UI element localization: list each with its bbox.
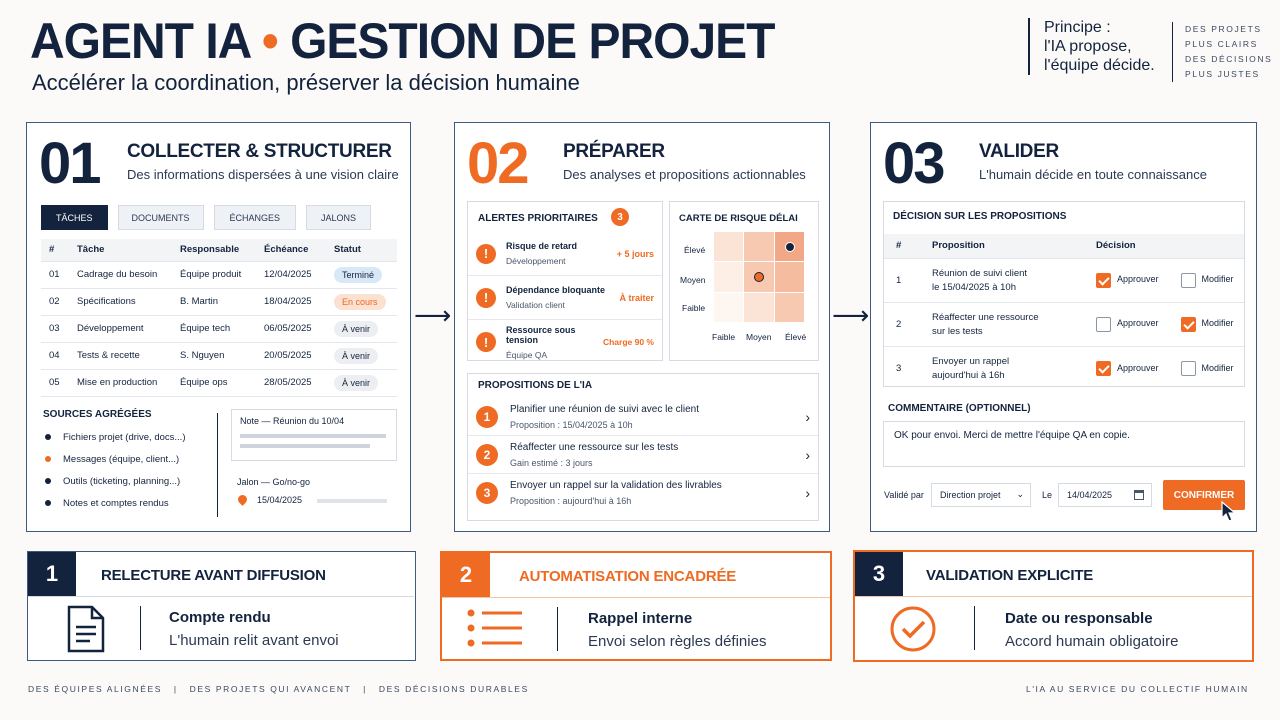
- risk-y-label: Faible: [682, 303, 706, 313]
- proposal-line: Réaffecter une ressource: [932, 311, 1039, 323]
- panel-subtitle: Des analyses et propositions actionnables: [563, 167, 806, 182]
- card-description: Accord humain obligatoire: [1005, 633, 1179, 650]
- proposal-number: 3: [476, 482, 498, 504]
- checkbox-approve[interactable]: [1096, 317, 1111, 332]
- principle-line: l'IA propose,: [1044, 38, 1132, 55]
- list-item: [45, 448, 225, 470]
- cell-id: 1: [884, 258, 920, 302]
- panel-collect: [26, 122, 411, 532]
- date-field[interactable]: [1058, 483, 1152, 507]
- table-row[interactable]: [41, 261, 397, 288]
- proposals-title: PROPOSITIONS DE L'IA: [478, 380, 593, 391]
- heat-cell: [744, 262, 773, 291]
- proposal-line: aujourd'hui à 16h: [932, 369, 1005, 381]
- table-row: [884, 346, 1244, 390]
- alert-value: + 5 jours: [616, 248, 654, 259]
- modify-option[interactable]: [1181, 274, 1234, 284]
- approve-label: Approuver: [1117, 318, 1159, 329]
- tagline-line: DES PROJETS: [1185, 24, 1262, 34]
- cell-id: 2: [884, 302, 920, 346]
- source-label: Outils (ticketing, planning...): [63, 475, 181, 487]
- tagline-line: PLUS CLAIRS: [1185, 39, 1258, 49]
- card-heading: RELECTURE AVANT DIFFUSION: [101, 567, 326, 584]
- cell-owner: S. Nguyen: [172, 342, 256, 369]
- status-badge: En cours: [334, 294, 386, 310]
- heat-cell: [714, 232, 743, 261]
- bullet-dot: [45, 434, 51, 440]
- heat-cell: [744, 232, 773, 261]
- status-badge: À venir: [334, 348, 378, 364]
- alert-value: Charge 90 %: [602, 337, 654, 347]
- cell-task: Cadrage du besoin: [69, 261, 172, 288]
- cell-date: 28/05/2025: [256, 369, 326, 396]
- alert-title: Risque de retard: [506, 241, 578, 251]
- proposal-line: le 15/04/2025 à 10h: [932, 281, 1016, 293]
- alert-sub: Équipe QA: [506, 349, 548, 360]
- checkbox-approve[interactable]: [1096, 273, 1111, 288]
- alerts-card: [467, 201, 663, 361]
- approve-label: Approuver: [1117, 274, 1159, 285]
- cell-task: Mise en production: [69, 369, 172, 396]
- proposal-sub: Gain estimé : 3 jours: [510, 457, 593, 468]
- milestone-bar: [317, 499, 387, 503]
- cell-id: 01: [41, 261, 69, 288]
- column-header: Décision: [1084, 234, 1244, 258]
- modify-option[interactable]: [1181, 363, 1234, 373]
- cursor-icon: [1221, 501, 1237, 523]
- tasks-table: [41, 239, 397, 397]
- proposal-number: 1: [476, 406, 498, 428]
- column-header: Échéance: [256, 239, 326, 261]
- cell-date: 20/05/2025: [256, 342, 326, 369]
- tab-taches[interactable]: TÂCHES: [41, 205, 108, 230]
- tab-bar: [41, 205, 371, 230]
- checkbox-approve[interactable]: [1096, 361, 1111, 376]
- alerts-count-badge: 3: [611, 208, 629, 226]
- column-header: Tâche: [69, 239, 172, 261]
- page-subtitle: Accélérer la coordination, préserver la décision humaine: [32, 70, 580, 95]
- cell-owner: Équipe tech: [172, 315, 256, 342]
- milestone-title: Jalon — Go/no-go: [237, 477, 311, 487]
- card-number: 1: [28, 552, 76, 596]
- heat-cell: [775, 232, 804, 261]
- proposal-item[interactable]: [468, 398, 818, 436]
- proposals-list: [468, 398, 818, 512]
- proposal-item[interactable]: [468, 436, 818, 474]
- source-label: Messages (équipe, client...): [63, 453, 180, 465]
- footer-motto: L'IA AU SERVICE DU COLLECTIF HUMAIN: [1026, 684, 1249, 694]
- check-circle-icon: [889, 605, 937, 653]
- principle-line: l'équipe décide.: [1044, 57, 1155, 74]
- alerts-title: ALERTES PRIORITAIRES: [478, 213, 598, 224]
- step-number: 03: [883, 131, 944, 196]
- panel-title: COLLECTER & STRUCTURER: [127, 141, 392, 162]
- tab-jalons[interactable]: JALONS: [306, 205, 371, 230]
- panel-prepare: [454, 122, 830, 532]
- proposal-line: sur les tests: [932, 325, 983, 337]
- panel-title: PRÉPARER: [563, 141, 665, 162]
- risk-point[interactable]: [754, 272, 764, 282]
- cell-id: 3: [896, 362, 902, 374]
- proposal-line: Envoyer un rappel: [932, 355, 1010, 367]
- column-header: Proposition: [920, 234, 1084, 258]
- bullet-dot: [45, 456, 51, 462]
- heat-cell: [744, 293, 773, 322]
- list-item: [45, 426, 225, 448]
- proposal-sub: Proposition : 15/04/2025 à 10h: [510, 419, 633, 430]
- title-separator: •: [261, 13, 278, 70]
- chevron-right-icon[interactable]: ›: [805, 408, 810, 425]
- cell-date: 06/05/2025: [256, 315, 326, 342]
- divider: [217, 413, 218, 517]
- proposal-title: Planifier une réunion de suivi avec le client: [510, 403, 699, 415]
- card-title: Rappel interne: [588, 610, 693, 627]
- modify-label: Modifier: [1201, 362, 1234, 373]
- heat-cell: [714, 262, 743, 291]
- alert-title: Dépendance bloquante: [506, 285, 606, 295]
- source-label: Notes et comptes rendus: [63, 497, 169, 509]
- heat-cell: [775, 262, 804, 291]
- risk-map-title: CARTE DE RISQUE DÉLAI: [679, 213, 798, 224]
- card-title: Date ou responsable: [1005, 610, 1153, 627]
- risk-y-label: Moyen: [680, 275, 706, 285]
- panel-subtitle: L'humain décide en toute connaissance: [979, 167, 1207, 182]
- cell-date: 18/04/2025: [256, 288, 326, 315]
- sources-list: [45, 426, 225, 514]
- proposals-card: [467, 373, 819, 521]
- card-description: L'humain relit avant envoi: [169, 632, 339, 649]
- proposal-item[interactable]: [468, 474, 818, 512]
- column-header: Statut: [326, 239, 397, 261]
- cell-task: Développement: [69, 315, 172, 342]
- card-heading: AUTOMATISATION ENCADRÉE: [519, 568, 737, 585]
- date-value: 14/04/2025: [1067, 490, 1113, 500]
- risk-point[interactable]: [785, 242, 795, 252]
- modify-label: Modifier: [1201, 274, 1234, 285]
- table-row[interactable]: [41, 369, 397, 396]
- proposal-sub: Proposition : aujourd'hui à 16h: [510, 496, 632, 506]
- risk-x-label: Faible: [712, 332, 736, 342]
- proposal-line: Réunion de suivi client: [932, 267, 1028, 279]
- arrow-right-icon: ⟶: [832, 300, 870, 330]
- arrow-right-icon: ⟶: [414, 300, 452, 330]
- heat-cell: [714, 293, 743, 322]
- alert-sub: Développement: [506, 256, 566, 266]
- divider: [442, 597, 830, 598]
- alert-item[interactable]: [468, 276, 662, 320]
- risk-x-label: Moyen: [746, 332, 772, 342]
- document-icon: [66, 605, 106, 653]
- calendar-icon: [1134, 490, 1144, 500]
- card-number: 3: [855, 552, 903, 596]
- list-item: [45, 470, 225, 492]
- tagline-line: DES DÉCISIONS: [1185, 54, 1273, 64]
- table-row[interactable]: [41, 315, 397, 342]
- decision-title: DÉCISION SUR LES PROPOSITIONS: [893, 211, 1067, 222]
- alert-item[interactable]: [468, 232, 662, 276]
- proposal-title: Envoyer un rappel sur la validation des livrables: [510, 480, 722, 491]
- chevron-right-icon[interactable]: ›: [805, 485, 810, 501]
- cell-owner: Équipe produit: [172, 261, 256, 288]
- modify-label: Modifier: [1201, 318, 1234, 329]
- cell-id: 05: [41, 369, 69, 396]
- card-validation: [853, 550, 1254, 662]
- chevron-down-icon: ⌄: [1016, 489, 1024, 499]
- panel-subtitle: Des informations dispersées à une vision claire: [127, 167, 399, 182]
- pin-icon: [236, 493, 249, 506]
- tagline-line: PLUS JUSTES: [1185, 69, 1260, 79]
- warning-icon: !: [476, 332, 496, 352]
- decision-table: [884, 234, 1244, 390]
- alert-sub: Validation client: [506, 300, 565, 310]
- cell-task: Spécifications: [69, 288, 172, 315]
- approve-label: Approuver: [1117, 362, 1159, 373]
- source-label: Fichiers projet (drive, docs...): [63, 431, 186, 443]
- step-number: 01: [39, 131, 100, 196]
- proposal-number: 2: [476, 444, 498, 466]
- risk-y-label: Élevé: [684, 245, 706, 255]
- card-automation: [440, 551, 832, 661]
- alerts-list: [468, 232, 662, 364]
- validated-by-label: Validé par: [884, 490, 924, 500]
- note-card[interactable]: [231, 409, 397, 461]
- note-line: [240, 434, 386, 438]
- decision-card: [883, 201, 1245, 387]
- validated-by-select[interactable]: [931, 483, 1031, 507]
- risk-heatmap: [714, 232, 804, 322]
- list-item: [45, 492, 225, 514]
- divider: [28, 596, 414, 597]
- comment-field[interactable]: OK pour envoi. Merci de mettre l'équipe QA en copie.: [883, 421, 1245, 467]
- cell-owner: B. Martin: [172, 288, 256, 315]
- tab-echanges[interactable]: ÉCHANGES: [214, 205, 297, 230]
- risk-map-card: [669, 201, 819, 361]
- divider: [140, 606, 141, 650]
- divider: [557, 607, 558, 651]
- step-number: 02: [467, 131, 528, 196]
- tagline-block: [1172, 22, 1272, 82]
- risk-x-label: Élevé: [785, 332, 807, 342]
- table-row: [884, 258, 1244, 302]
- divider: [855, 596, 1252, 597]
- alert-title: Ressource sous tension: [506, 324, 576, 345]
- warning-icon: !: [476, 288, 496, 308]
- bullet-dot: [45, 500, 51, 506]
- cell-task: Tests & recette: [69, 342, 172, 369]
- divider: [974, 606, 975, 650]
- validated-by-value: Direction projet: [940, 490, 1001, 500]
- cell-owner: Équipe ops: [172, 369, 256, 396]
- milestone-date: 15/04/2025: [257, 495, 303, 505]
- card-description: Envoi selon règles définies: [588, 633, 767, 650]
- modify-option[interactable]: [1181, 318, 1234, 328]
- alert-item[interactable]: [468, 320, 662, 364]
- table-row[interactable]: [41, 288, 397, 315]
- list-icon: [466, 608, 524, 648]
- card-heading: VALIDATION EXPLICITE: [926, 567, 1094, 584]
- status-badge: À venir: [334, 375, 378, 391]
- card-title: Compte rendu: [169, 609, 271, 626]
- comment-title: COMMENTAIRE (OPTIONNEL): [888, 403, 1031, 414]
- approve-option[interactable]: [1096, 318, 1159, 328]
- panel-validate: [870, 122, 1257, 532]
- card-number: 2: [442, 553, 490, 597]
- cell-id: 03: [41, 315, 69, 342]
- footer-tagline: DES ÉQUIPES ALIGNÉES | DES PROJETS QUI AVANCENT | DES DÉCISIONS DURABLES: [28, 684, 529, 694]
- panel-title: VALIDER: [979, 141, 1059, 162]
- cell-date: 12/04/2025: [256, 261, 326, 288]
- title-part-a: AGENT IA: [30, 13, 250, 70]
- tab-documents[interactable]: DOCUMENTS: [118, 205, 204, 230]
- principle-line: Principe :: [1044, 19, 1111, 36]
- card-review: [27, 551, 416, 661]
- bullet-dot: [45, 478, 51, 484]
- checkbox-modify[interactable]: [1181, 273, 1196, 288]
- heat-cell: [775, 293, 804, 322]
- cell-id: 02: [41, 288, 69, 315]
- column-header: Responsable: [172, 239, 256, 261]
- note-line: [240, 444, 370, 448]
- note-title: Note — Réunion du 10/04: [240, 416, 345, 426]
- column-header: #: [41, 239, 69, 261]
- date-label: Le: [1042, 490, 1053, 500]
- approve-option[interactable]: [1096, 274, 1159, 284]
- approve-option[interactable]: [1096, 363, 1159, 373]
- chevron-right-icon[interactable]: ›: [805, 446, 810, 463]
- warning-icon: !: [476, 244, 496, 264]
- status-badge: À venir: [334, 321, 378, 337]
- status-badge: Terminé: [334, 267, 382, 283]
- confirm-button[interactable]: CONFIRMER: [1163, 480, 1245, 510]
- table-row[interactable]: [41, 342, 397, 369]
- column-header: #: [884, 234, 920, 258]
- title-part-b: GESTION DE PROJET: [290, 13, 775, 70]
- checkbox-modify[interactable]: [1181, 317, 1196, 332]
- page-title: [30, 13, 774, 71]
- cell-id: 04: [41, 342, 69, 369]
- alert-value: À traiter: [619, 292, 654, 303]
- sources-title: SOURCES AGRÉGÉES: [43, 409, 152, 420]
- table-row: [884, 302, 1244, 346]
- proposal-title: Réaffecter une ressource sur les tests: [510, 441, 679, 453]
- checkbox-modify[interactable]: [1181, 361, 1196, 376]
- principle-block: [1028, 18, 1170, 75]
